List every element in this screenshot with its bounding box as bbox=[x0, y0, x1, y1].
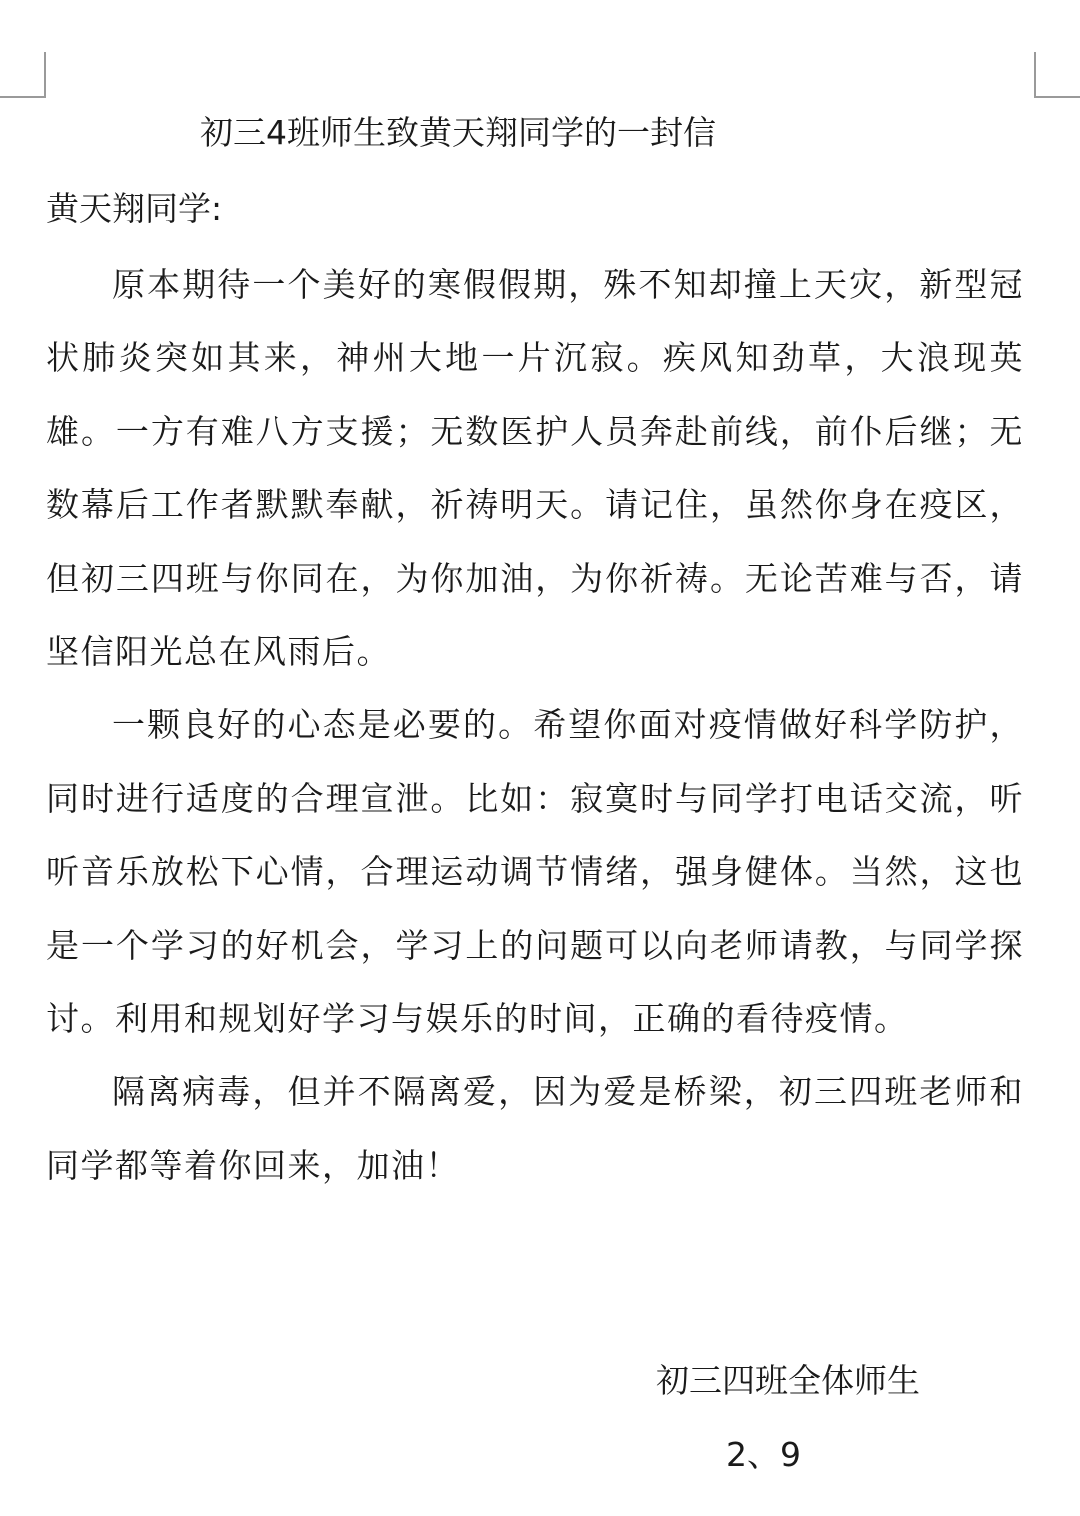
letter-paragraph: 隔离病毒，但并不隔离爱，因为爱是桥梁，初三四班老师和同学都等着你回来，加油！ bbox=[46, 1072, 1024, 1185]
letter-date: 2、9 bbox=[726, 1435, 801, 1474]
letter-signature: 初三四班全体师生 bbox=[656, 1361, 920, 1400]
crop-mark-top-right bbox=[1034, 96, 1080, 98]
crop-mark-top-left bbox=[44, 52, 46, 98]
letter-body bbox=[46, 248, 1024, 1202]
letter-title: 初三4班师生致黄天翔同学的一封信 bbox=[200, 113, 716, 152]
letter-paragraph: 一颗良好的心态是必要的。希望你面对疫情做好科学防护，同时进行适度的合理宣泄。比如：寂寞时与同学打电话交流，听听音乐放松下心情，合理运动调节情绪，强身健体。当然，这也是一个学习的好机会，学习上的问题可以向老师请教，与同学探讨。利用和规划好学习与娱乐的时间，正确的看待疫情。 bbox=[46, 705, 1024, 1039]
crop-mark-top-right bbox=[1034, 52, 1036, 98]
letter-paragraph: 原本期待一个美好的寒假假期，殊不知却撞上天灾，新型冠状肺炎突如其来，神州大地一片沉寂。疾风知劲草，大浪现英雄。一方有难八方支援；无数医护人员奔赴前线，前仆后继；无数幕后工作者默默奉献，祈祷明天。请记住，虽然你身在疫区，但初三四班与你同在，为你加油，为你祈祷。无论苦难与否，请坚信阳光总在风雨后。 bbox=[46, 265, 1024, 672]
crop-mark-top-left bbox=[0, 96, 46, 98]
letter-salutation: 黄天翔同学: bbox=[46, 189, 223, 228]
